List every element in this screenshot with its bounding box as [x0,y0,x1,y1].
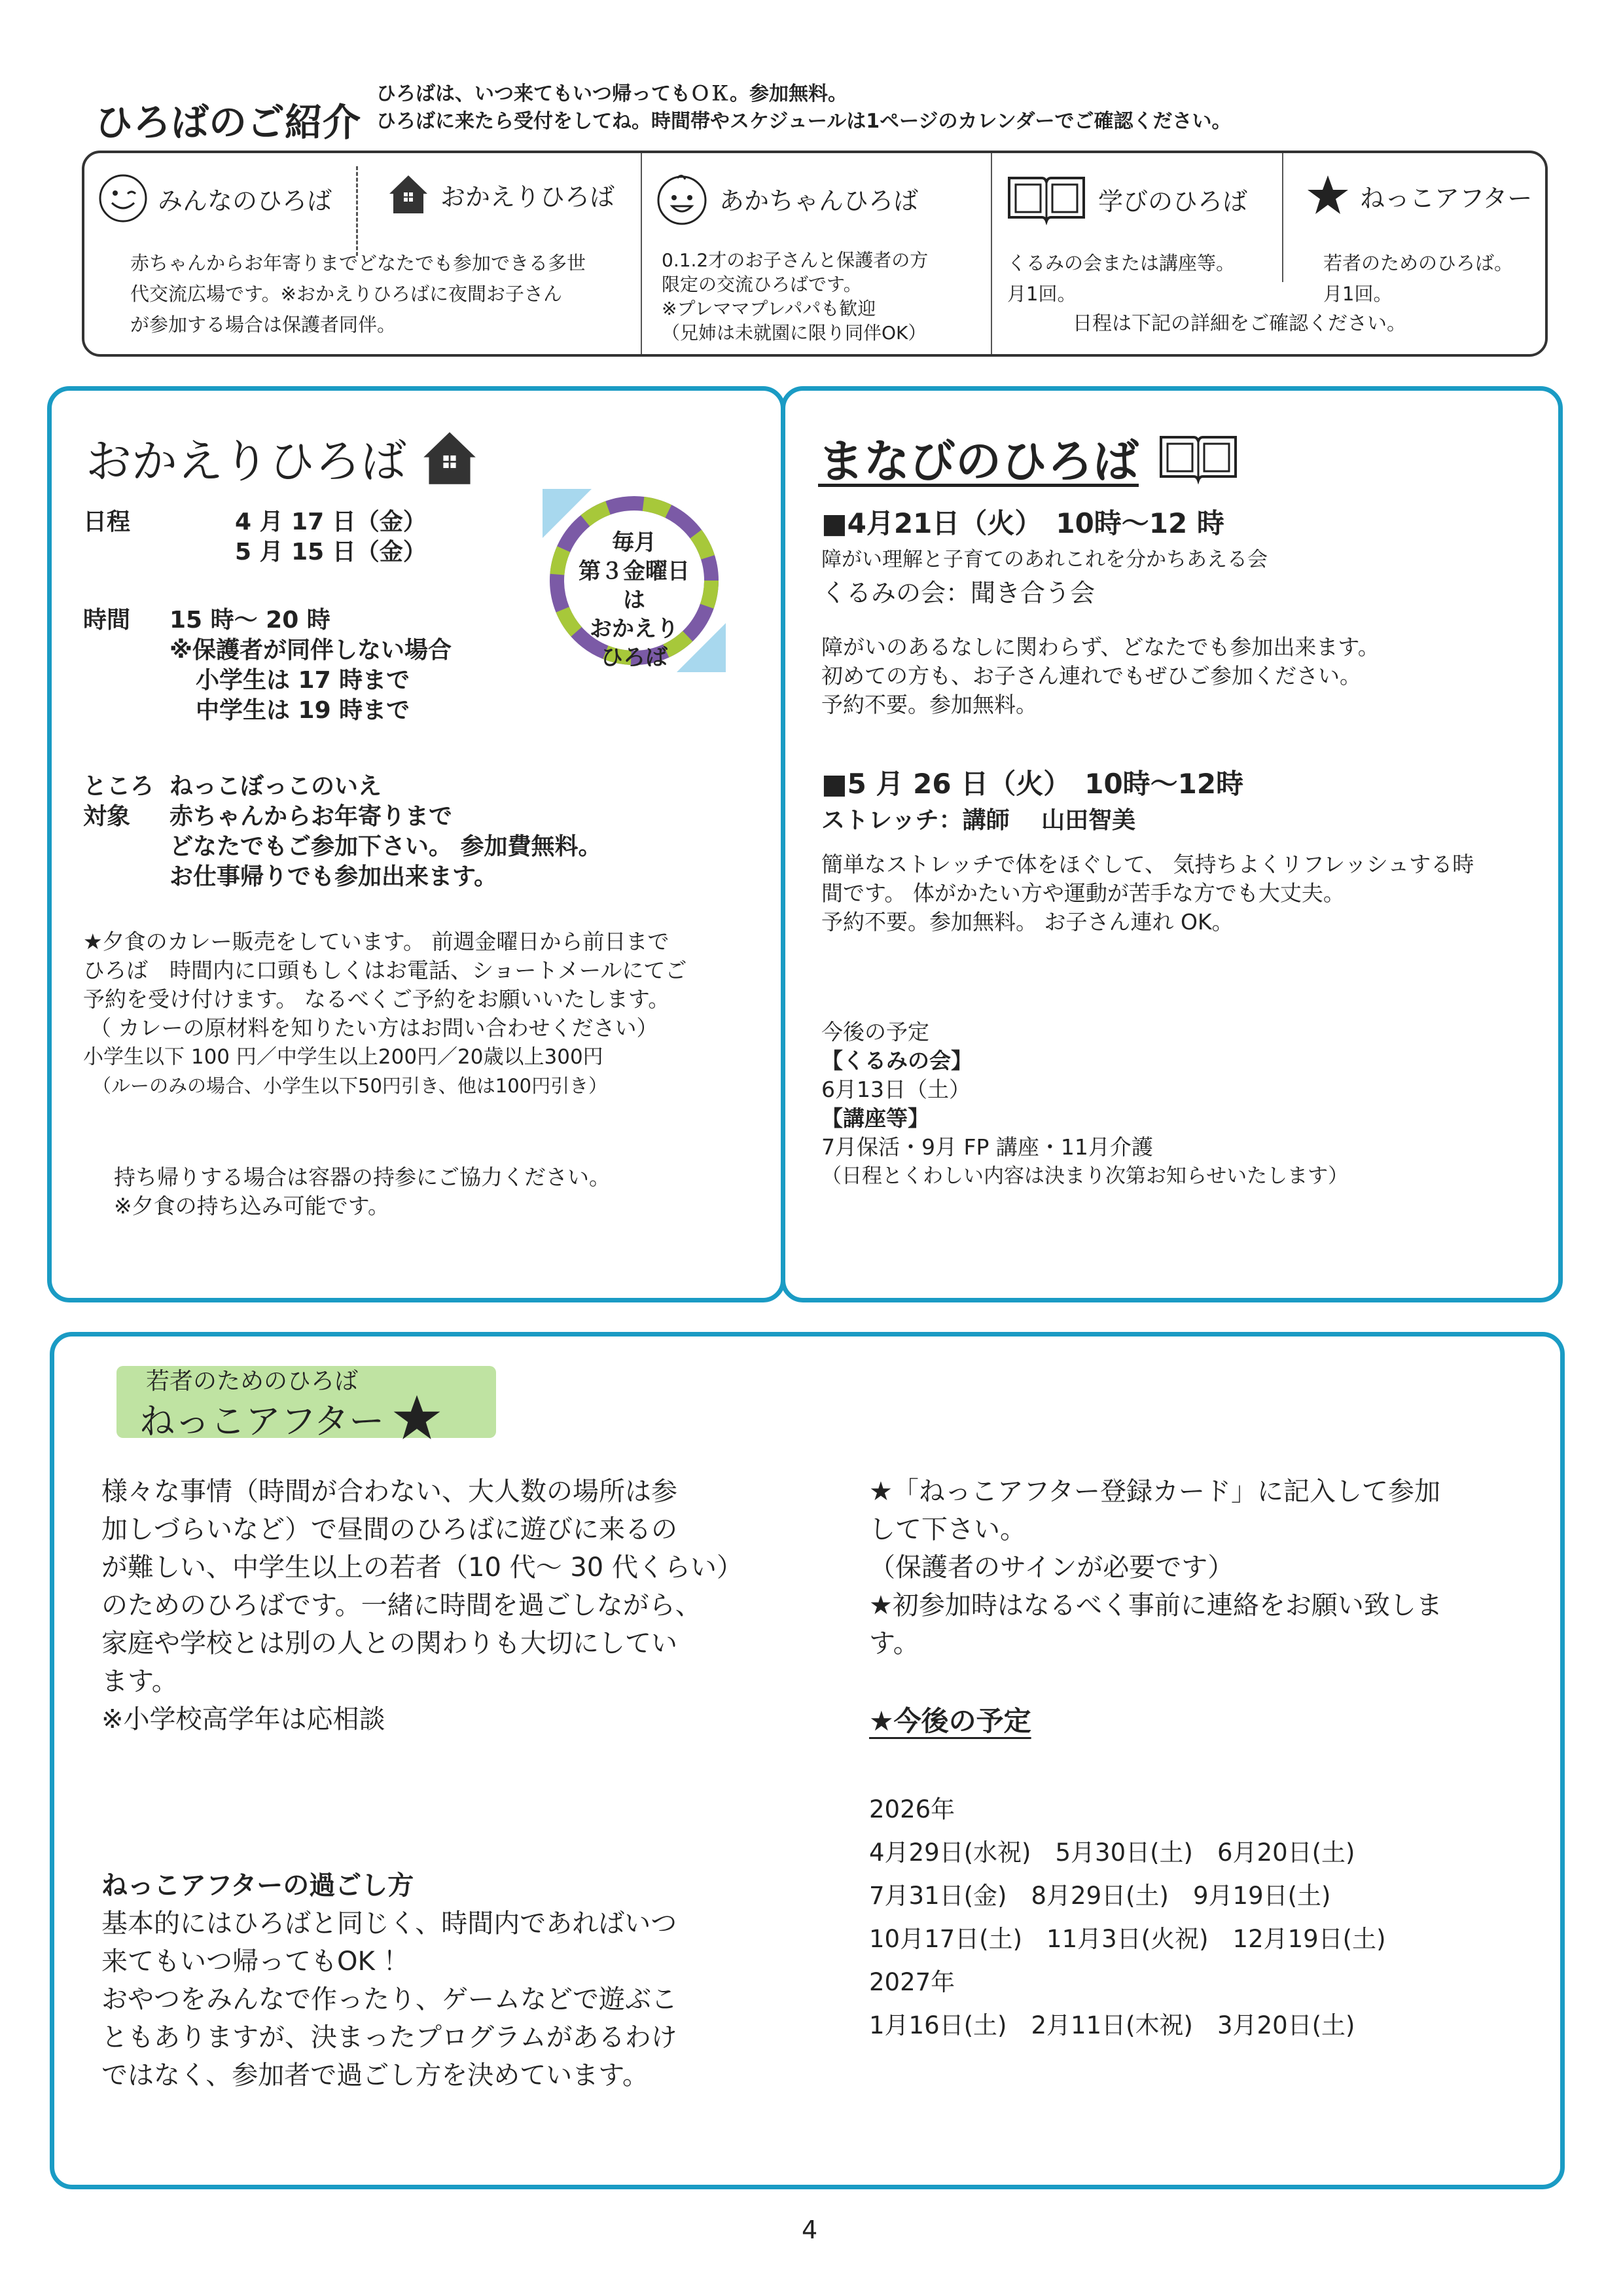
column-label: あかちゃんひろば [719,186,919,215]
house-icon [385,171,431,217]
event2-heading: ■5 月 26 日（火） 10時～12時 [821,768,1244,800]
column-desc-akachan: 0.1.2才のお子さんと保護者の方 限定の交流ひろばです。 ※プレママプレパパも歓迎 （兄姉は未就園に限り同伴OK） [662,249,929,344]
time-notes: ※保護者が同伴しない場合 小学生は 17 時まで 中学生は 19 時まで [169,637,452,724]
intro-title: ひろばのご紹介 [95,100,361,145]
event1-desc: 障がいのあるなしに関わらず、どなたでも参加出来ます。 初めての方も、お子さん連れでもぜひご参加ください。 予約不要。参加無料。 [821,634,1380,717]
registration-info: ★「ねっこアフター登録カード」に記入して参加 して下さい。 （保護者のサインが必要です） ★初参加時はなるべく事前に連絡をお願い致しま す。 [869,1477,1442,1659]
open-book-icon [1004,171,1089,226]
intro-note-line1: ひろばは、いつ来てもいつ帰ってもＯＫ。参加無料。 [376,82,847,105]
column-okaeri [385,171,615,217]
okaeri-time: 15 時～ 20 時 [169,607,330,634]
column-desc-minna: 赤ちゃんからお年寄りまでどなたでも参加できる多世 代交流広場です。※おかえりひろばに夜間お子さん が参加する場合は保護者同伴。 [130,252,586,336]
column-divider [641,153,642,354]
column-nekko [1305,173,1532,219]
manabi-future: 今後の予定 【くるみの会】 6月13日（土） 【講座等】 7月保活・9月 FP 講座・11月介護 （日程とくわしい内容は決まり次第お知らせいたします） [821,1019,1349,1188]
intro-note-line2: ひろばに来たら受付をしてね。時間帯やスケジュールは1ページのカレンダーでご確認ください。 [376,110,1232,133]
event2-desc: 簡単なストレッチで体をほぐして、 気持ちよくリフレッシュする時 間です。 体がかたい方や運動が苦手な方でも大丈夫。 予約不要。参加無料。 お子さん連れ OK。 [821,852,1474,935]
okaeri-heading [86,425,481,491]
okaeri-target: 赤ちゃんからお年寄りまで どなたでもご参加下さい。 参加費無料。 お仕事帰りでも参加出来ます。 [169,803,602,890]
badge-text: 毎月 第３金曜日は おかえり ひろば [579,529,690,671]
shared-schedule-note: 日程は下記の詳細をご確認ください。 [1073,312,1406,335]
nekko-title: ねっこアフター [139,1400,385,1442]
column-desc-manabi: くるみの会または講座等。 月1回。 [1007,252,1236,305]
howto-desc: 基本的にはひろばと同じく、時間内であればいつ 来てもいつ帰ってもOK ！ おやつをみんなで作ったり、ゲームなどで遊ぶこ ともありますが、決まったプログラムがあるわけ ではなく、参加者で過ごし方を決めています。 [101,1909,677,2090]
okaeri-section [47,386,785,1302]
nekko-schedule: 2026年 4月29日(水祝) 5月30日(土) 6月20日(土) 7月31日(金) 8月29日(土) 9月19日(土) 10月17日(土) 11月3日(火祝) 12月19日(土) 2027年 1月16日(土) 2月11日(木祝) 3月20日(土) [869,1795,1386,2039]
column-divider [1282,153,1283,282]
okaeri-title: おかえりひろば [86,435,406,488]
nekko-section [50,1332,1565,2189]
third-friday-badge [529,476,739,685]
house-icon [418,427,481,490]
manabi-title: まなびのひろば [818,435,1139,488]
star-icon [1305,173,1351,219]
star-icon [391,1392,443,1444]
schedule-label: 日程 [83,509,131,535]
column-akachan [654,170,918,226]
baby-face-icon [654,170,710,226]
column-desc-nekko: 若者のためのひろば。 月1回。 [1323,252,1514,305]
event1-subtitle: 障がい理解と子育てのあれこれを分かちあえる会 [821,548,1268,571]
nekko-subtitle: 若者のためのひろば [146,1368,359,1395]
event1-name: くるみの会：聞き合う会 [821,579,1096,607]
intro-box [82,151,1548,357]
event1-heading: ■4月21日（火） 10時～12 時 [821,507,1224,539]
nekko-heading [139,1392,443,1444]
column-minna [98,173,332,224]
column-divider [991,153,992,354]
column-divider [356,166,358,256]
nekko-about: 様々な事情（時間が合わない、大人数の場所は参 加しづらいなど）で昼間のひろばに遊びに来るの が難しい、中学生以上の若者（10 代～ 30 代くらい） のためのひろばです。一緒に時間を過ごしながら、 家庭や学校とは別の人との関わりも大切にしてい ます。 ※小学校高学年は応相談 [101,1477,743,1734]
time-label: 時間 [83,607,131,634]
target-label: 対象 [83,803,131,830]
column-label: おかえりひろば [440,182,615,211]
manabi-heading [818,425,1241,491]
column-label: 学びのひろば [1098,187,1248,216]
place-label: ところ [83,773,154,800]
open-book-icon [1156,431,1241,486]
column-manabi [1004,171,1247,226]
event2-name: ストレッチ：講師 山田智美 [821,807,1136,834]
okaeri-place: ねっこぼっこのいえ [169,773,382,800]
okaeri-dates: 4 月 17 日（金） 5 月 15 日（金） [235,509,427,565]
howto-title: ねっこアフターの過ごし方 [101,1871,414,1901]
column-label: みんなのひろば [158,186,332,215]
column-label: ねっこアフター [1360,183,1533,213]
nekko-schedule-title: ★今後の予定 [869,1705,1031,1737]
smiley-wink-icon [98,173,149,224]
curry-info: ★夕食のカレー販売をしています。 前週金曜日から前日まで ひろば 時間内に口頭もしくはお電話、ショートメールにてご 予約を受け付けます。 なるべくご予約をお願いいたします。 （ カレーの原材料を知りたい方はお問い合わせください） 小学生以下 100 円／中学生以上200円／20歳以上300円 （ルーのみの場合、小学生以下50円引き、他は100円引き） [83,929,687,1097]
manabi-section [781,386,1563,1302]
takeout-info: 持ち帰りする場合は容器の持参にご協力ください。 ※夕食の持ち込み可能です。 [114,1164,611,1219]
page-number: 4 [802,2215,818,2244]
